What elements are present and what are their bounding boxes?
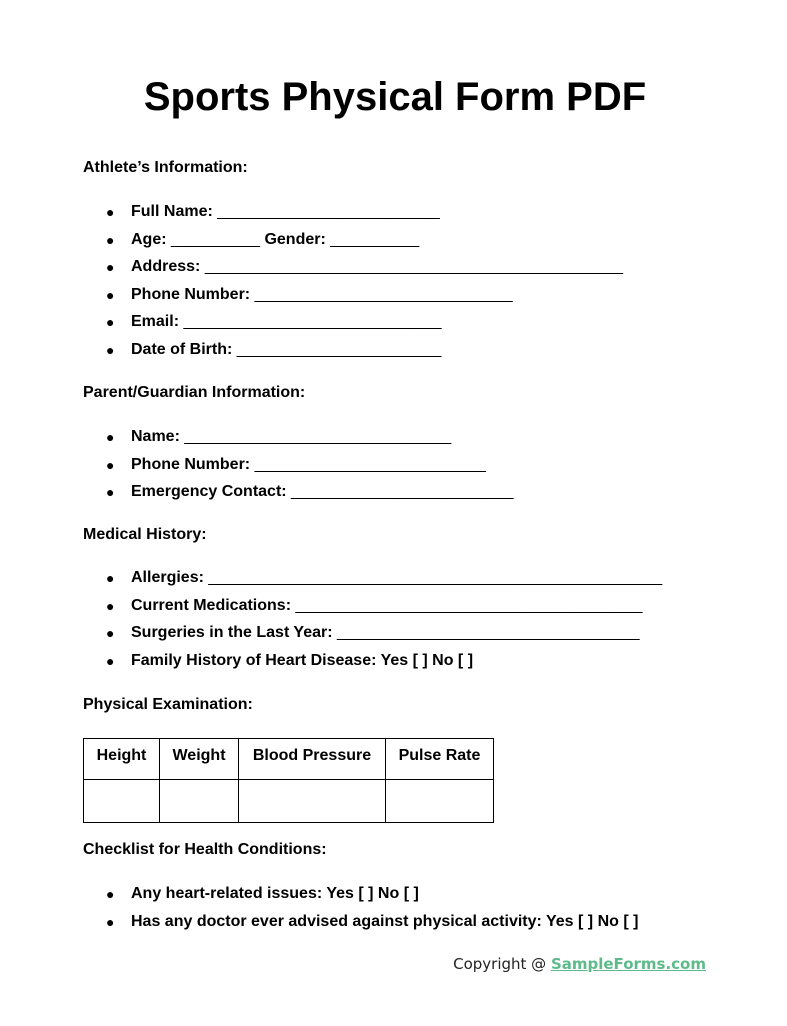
checklist-doctor-advised <box>83 912 638 940</box>
bullet-icon: ● <box>106 286 115 303</box>
field-current-medications <box>83 596 662 624</box>
athlete-info-heading: Athlete’s Information: <box>83 159 248 176</box>
medical-history-list <box>83 568 662 678</box>
bullet-icon: ● <box>106 259 115 275</box>
height-cell[interactable] <box>84 780 160 823</box>
column-header-pulse-rate: Pulse Rate <box>386 739 494 780</box>
field-label: Surgeries in the Last Year: <box>131 624 333 641</box>
field-label: Name: <box>131 428 180 445</box>
field-label: Allergies: <box>131 569 204 586</box>
column-header-height: Height <box>84 739 160 780</box>
bullet-icon: ● <box>106 231 115 248</box>
sampleforms-link[interactable]: SampleForms.com <box>550 955 706 973</box>
blank-line[interactable]: __________ <box>330 230 420 248</box>
column-header-blood-pressure: Blood Pressure <box>239 739 386 780</box>
athlete-info-list <box>83 202 623 367</box>
field-family-heart-history <box>83 651 662 679</box>
blank-line[interactable]: ___________________________________________________ <box>208 569 663 586</box>
table-header-row <box>84 739 494 780</box>
blank-line[interactable]: __________ <box>171 230 260 248</box>
blank-line[interactable]: ______________________________ <box>184 428 452 445</box>
field-label: Email: <box>131 313 180 330</box>
blank-line[interactable]: _____________________________ <box>183 313 442 330</box>
blood-pressure-cell[interactable] <box>239 780 386 823</box>
bullet-icon: ● <box>106 625 115 641</box>
guardian-info-heading: Parent/Guardian Information: <box>83 384 306 401</box>
weight-cell[interactable] <box>160 780 239 823</box>
field-surgeries <box>83 623 662 651</box>
copyright-footer <box>453 954 706 974</box>
bullet-icon: ● <box>106 314 115 330</box>
blank-line[interactable]: _______________________ <box>236 340 442 358</box>
health-checklist-heading: Checklist for Health Conditions: <box>83 841 327 858</box>
checklist-item-label: Any heart-related issues: Yes [ ] No [ ] <box>131 885 419 902</box>
field-guardian-name <box>83 427 514 455</box>
blank-line[interactable]: _____________________________ <box>254 285 513 303</box>
field-label: Gender: <box>264 230 326 248</box>
bullet-icon: ● <box>106 886 115 902</box>
page-title: Sports Physical Form PDF <box>143 75 647 119</box>
blank-line[interactable]: _________________________ <box>291 483 514 500</box>
table-row <box>84 780 494 823</box>
blank-line[interactable]: _______________________________________ <box>295 596 643 614</box>
bullet-icon: ● <box>106 456 115 473</box>
checklist-item-label: Has any doctor ever advised against physical activity: Yes [ ] No [ ] <box>131 912 639 930</box>
field-email <box>83 312 623 340</box>
field-label: Full Name: <box>131 203 213 220</box>
health-checklist-list <box>83 884 638 939</box>
blank-line[interactable]: _______________________________________________ <box>204 258 624 275</box>
blank-line[interactable]: __________________________ <box>254 455 486 473</box>
physical-exam-table <box>83 738 494 823</box>
column-header-weight: Weight <box>160 739 239 780</box>
bullet-icon: ● <box>106 597 115 614</box>
bullet-icon: ● <box>106 570 115 586</box>
bullet-icon: ● <box>106 484 115 500</box>
field-label: Age: <box>131 230 167 248</box>
pulse-rate-cell[interactable] <box>386 780 494 823</box>
bullet-icon: ● <box>106 429 115 445</box>
checklist-heart-issues <box>83 884 638 912</box>
medical-history-heading: Medical History: <box>83 526 207 543</box>
field-phone-number <box>83 285 623 313</box>
guardian-info-list <box>83 427 514 510</box>
field-label: Phone Number: <box>131 455 251 473</box>
field-address <box>83 257 623 285</box>
bullet-icon: ● <box>106 913 115 930</box>
field-label: Address: <box>131 258 201 275</box>
field-emergency-contact <box>83 482 514 510</box>
field-date-of-birth <box>83 340 623 368</box>
field-label: Current Medications: <box>131 596 292 614</box>
field-label: Phone Number: <box>131 285 251 303</box>
copyright-text: Copyright @ <box>453 955 551 973</box>
field-age-gender <box>83 230 623 258</box>
field-label: Date of Birth: <box>131 340 233 358</box>
field-label: Family History of Heart Disease: Yes [ ] No [ ] <box>131 651 474 669</box>
blank-line[interactable]: __________________________________ <box>337 624 640 641</box>
bullet-icon: ● <box>106 341 115 358</box>
field-label: Emergency Contact: <box>131 483 287 500</box>
bullet-icon: ● <box>106 204 115 220</box>
field-guardian-phone <box>83 455 514 483</box>
field-allergies <box>83 568 662 596</box>
bullet-icon: ● <box>106 652 115 669</box>
blank-line[interactable]: _________________________ <box>217 203 440 220</box>
field-full-name <box>83 202 623 230</box>
physical-exam-heading: Physical Examination: <box>83 696 253 713</box>
